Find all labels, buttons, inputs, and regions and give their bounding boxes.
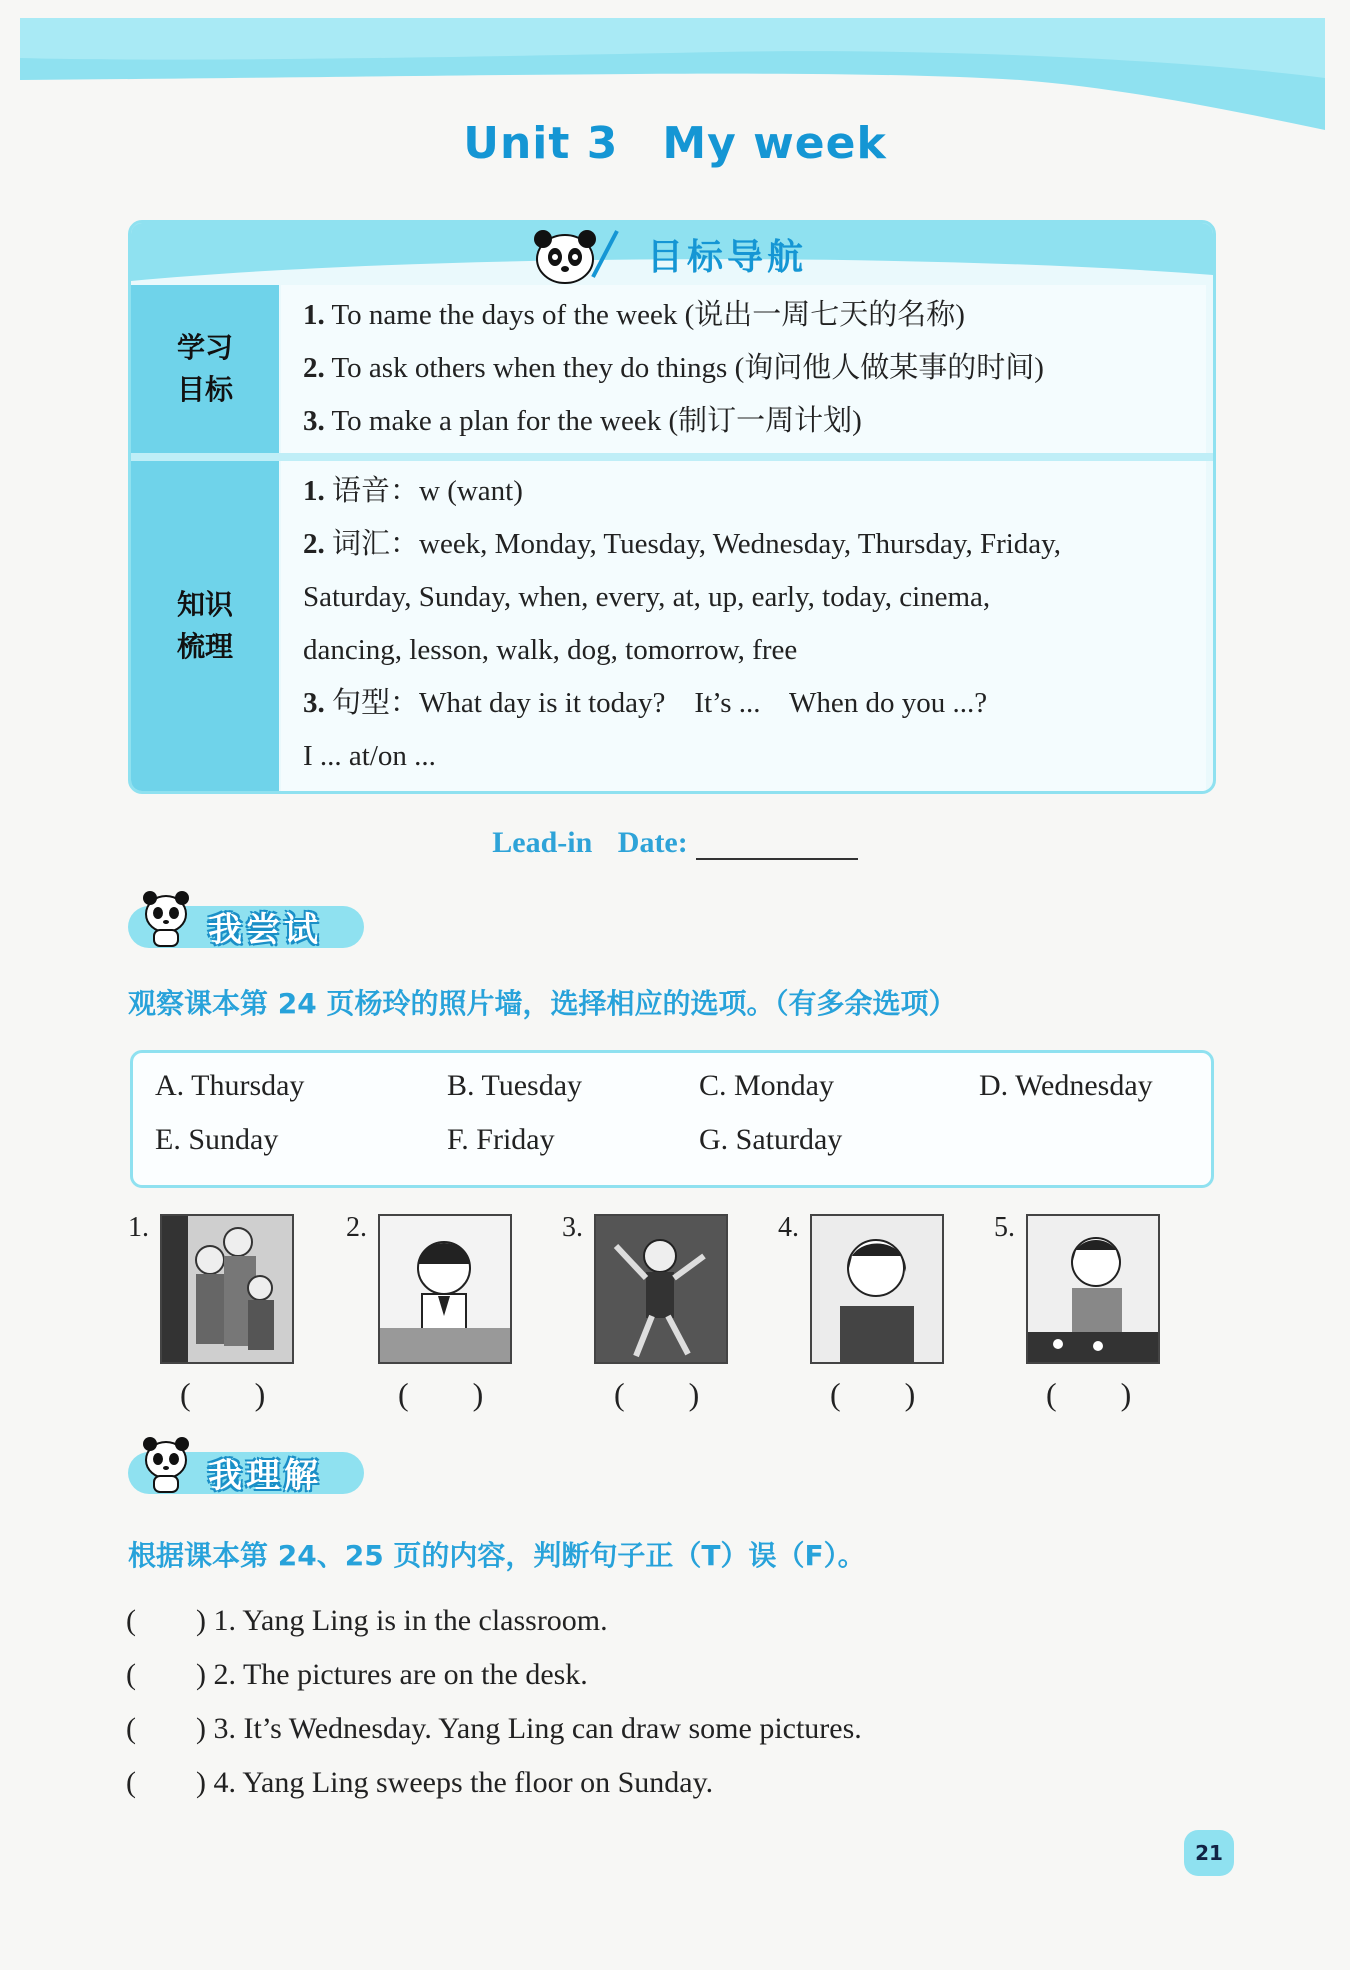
tf-answer-blank[interactable]: ( ) xyxy=(126,1712,206,1745)
leadin-label: Lead-in xyxy=(492,826,593,859)
page-number: 21 xyxy=(1184,1830,1234,1876)
answer-paren[interactable]: ( ) xyxy=(398,1376,484,1412)
answer-paren[interactable]: ( ) xyxy=(180,1376,266,1412)
label-line: 梳理 xyxy=(176,630,233,663)
picture-number: 5. xyxy=(994,1212,1015,1243)
panda-icon xyxy=(140,888,192,948)
knowledge-line: dancing, lesson, walk, dog, tomorrow, free xyxy=(303,634,798,666)
girl-at-desk-picture xyxy=(378,1214,512,1364)
tf-answer-blank[interactable]: ( ) xyxy=(126,1604,206,1637)
grandparents-visiting-picture xyxy=(160,1214,294,1364)
label-line: 学习 xyxy=(176,331,233,364)
knowledge-line: 3. 句型：What day is it today? It’s ... When do you ...? xyxy=(303,687,988,719)
goals-box xyxy=(128,220,1216,794)
knowledge-list xyxy=(281,461,1206,791)
statement-text: 1. Yang Ling is in the classroom. xyxy=(213,1604,608,1637)
option-item: D. Wednesday xyxy=(979,1069,1153,1102)
statement-text: 4. Yang Ling sweeps the floor on Sunday. xyxy=(213,1766,714,1799)
label-line: 知识 xyxy=(176,588,233,621)
option-item: G. Saturday xyxy=(699,1123,843,1156)
unit-number: Unit 3 xyxy=(463,118,619,169)
unit-name: My week xyxy=(662,118,887,169)
tf-statement xyxy=(126,1766,713,1800)
goal-item: 1. To name the days of the week (说出一周七天的名称) xyxy=(303,299,965,331)
knowledge-label-cell xyxy=(131,461,279,791)
try-badge xyxy=(128,888,368,958)
goals-label-cell xyxy=(131,285,279,453)
options-box xyxy=(130,1050,1214,1188)
date-blank[interactable] xyxy=(696,828,858,860)
unit-title xyxy=(0,118,1350,169)
leadin-line xyxy=(0,826,1350,860)
try-badge-text: 我尝试 xyxy=(208,910,322,950)
statement-text: 2. The pictures are on the desk. xyxy=(213,1658,588,1691)
knowledge-line: 2. 词汇：week, Monday, Tuesday, Wednesday, Thursday, Friday, xyxy=(303,528,1062,560)
goals-list xyxy=(281,285,1206,453)
knowledge-line: I ... at/on ... xyxy=(303,740,436,772)
tf-statement xyxy=(126,1604,608,1638)
statement-text: 3. It’s Wednesday. Yang Ling can draw some pictures. xyxy=(213,1712,862,1745)
picture-number: 2. xyxy=(346,1212,367,1243)
knowledge-line: 1. 语音：w (want) xyxy=(303,475,523,507)
tf-statement xyxy=(126,1712,862,1746)
option-item: E. Sunday xyxy=(155,1123,279,1156)
girl-dancing-picture xyxy=(594,1214,728,1364)
girl-drawing-picture xyxy=(1026,1214,1160,1364)
understand-badge xyxy=(128,1434,368,1504)
top-banner xyxy=(20,18,1325,130)
label-line: 目标 xyxy=(176,373,233,406)
row-divider xyxy=(131,453,1213,461)
understand-badge-text: 我理解 xyxy=(208,1456,322,1496)
answer-paren[interactable]: ( ) xyxy=(1046,1376,1132,1412)
answer-paren[interactable]: ( ) xyxy=(614,1376,700,1412)
try-instruction: 观察课本第 24 页杨玲的照片墙，选择相应的选项。（有多余选项） xyxy=(128,987,957,1020)
option-item: A. Thursday xyxy=(155,1069,305,1102)
tf-answer-blank[interactable]: ( ) xyxy=(126,1658,206,1691)
goals-title: 目标导航 xyxy=(646,237,807,278)
option-item: B. Tuesday xyxy=(447,1069,583,1102)
goal-item: 2. To ask others when they do things (询问他人做某事的时间) xyxy=(303,352,1044,384)
knowledge-line: Saturday, Sunday, when, every, at, up, early, today, cinema, xyxy=(303,581,991,613)
girl-reading-picture xyxy=(810,1214,944,1364)
goal-item: 3. To make a plan for the week (制订一周计划) xyxy=(303,405,862,437)
option-item: C. Monday xyxy=(699,1069,834,1102)
answer-paren[interactable]: ( ) xyxy=(830,1376,916,1412)
tf-answer-blank[interactable]: ( ) xyxy=(126,1766,206,1799)
date-label: Date: xyxy=(617,826,688,859)
tf-statement xyxy=(126,1658,588,1692)
option-item: F. Friday xyxy=(447,1123,555,1156)
panda-icon xyxy=(140,1434,192,1494)
picture-number: 4. xyxy=(778,1212,799,1243)
picture-number: 1. xyxy=(128,1212,149,1243)
understand-instruction: 根据课本第 24、25 页的内容，判断句子正（T）误（F）。 xyxy=(128,1539,866,1572)
picture-number: 3. xyxy=(562,1212,583,1243)
